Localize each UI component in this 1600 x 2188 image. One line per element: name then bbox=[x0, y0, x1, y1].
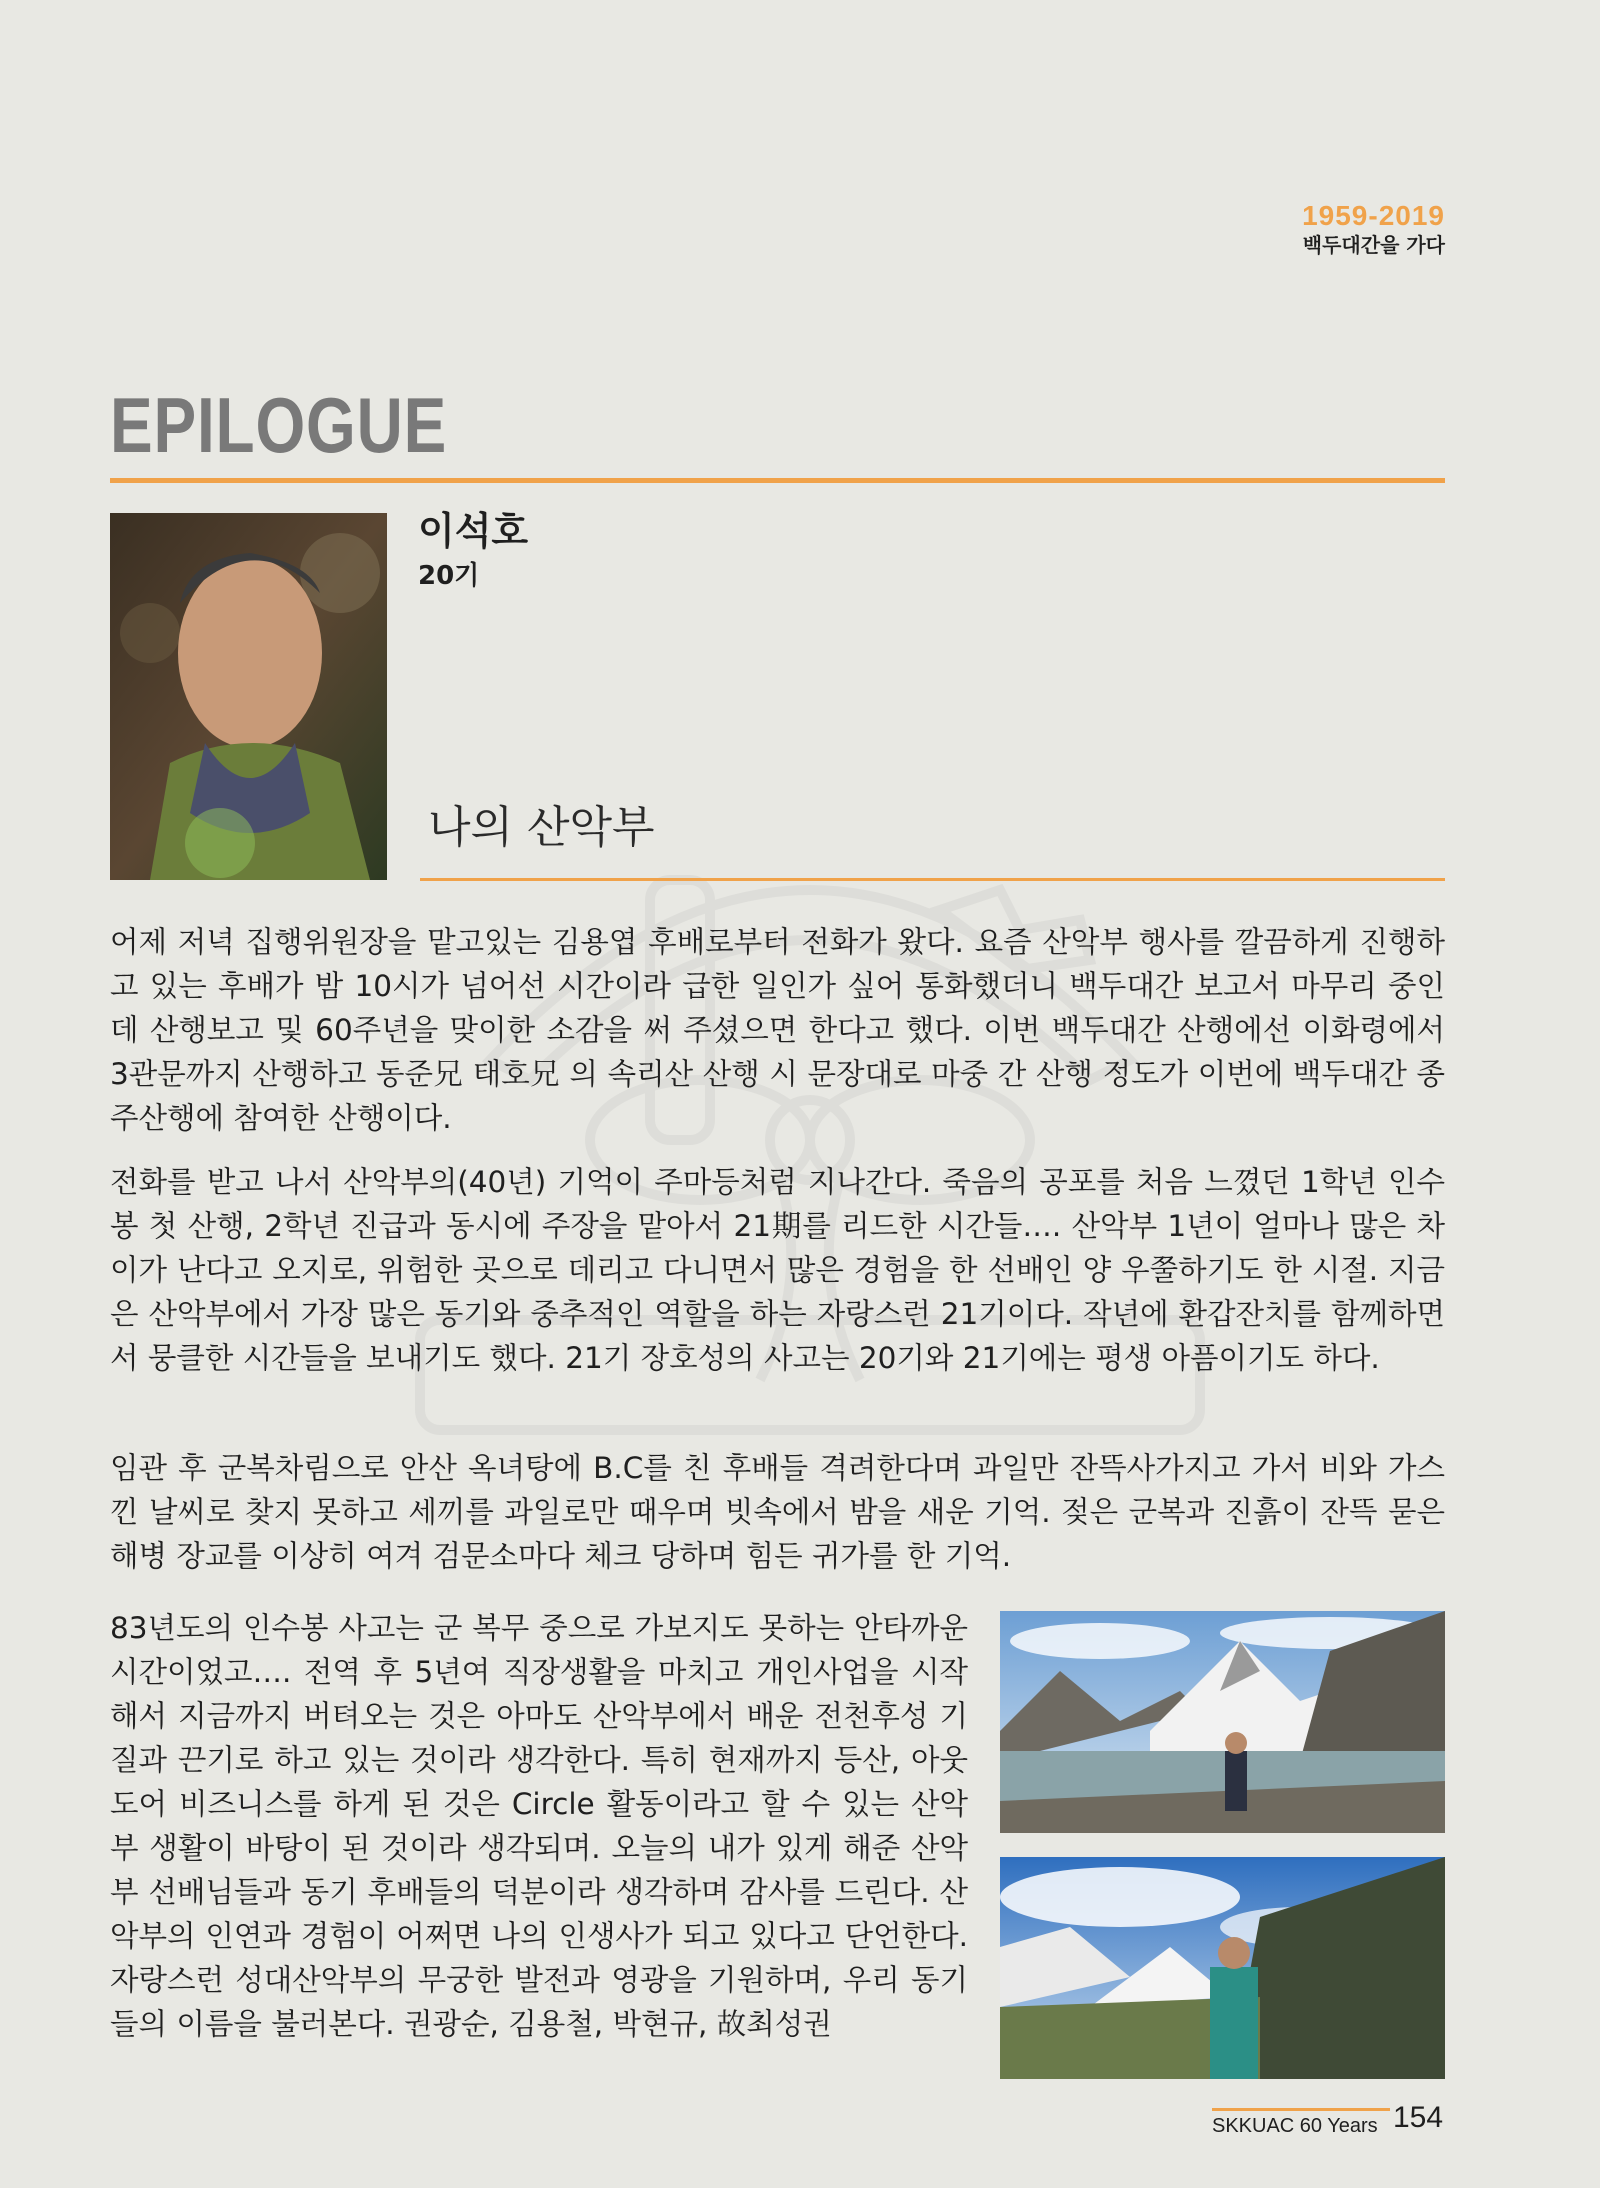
footer-rule bbox=[1212, 2108, 1390, 2111]
section-divider bbox=[110, 478, 1445, 483]
paragraph-3: 임관 후 군복차림으로 안산 옥녀탕에 B.C를 친 후배들 격려한다며 과일만 잔뜩사가지고 가서 비와 가스낀 날씨로 찾지 못하고 세끼를 과일로만 때우며 빗속에서 밤을 새운 기억. 젖은 군복과 진흙이 잔뜩 묻은 해병 장교를 이상히 여겨 검문소마다 체크 당하며 힘든 귀가를 한 기억. bbox=[110, 1451, 1445, 1573]
article-title: 나의 산악부 bbox=[428, 802, 655, 853]
page-number: 154 bbox=[1393, 2101, 1444, 2134]
paragraph-4: 83년도의 인수봉 사고는 군 복무 중으로 가보지도 못하는 안타까운 시간이었고…. 전역 후 5년여 직장생활을 마치고 개인사업을 시작해서 지금까지 버텨오는 것은 아마도 산악부에서 배운 전천후성 기질과 끈기로 하고 있는 것이라 생각한다. 특히 현재까지 등산, 아웃도어 비즈니스를 하게 된 것은 Circle 활동이라고 할 수 있는 산악부 생활이 바탕이 된 것이라 생각되며. 오늘의 내가 있게 해준 산악부 선배님들과 동기 후배들의 덕분이라 생각하며 감사를 드린다. 산악부의 인연과 경험이 어쩌면 나의 인생사가 되고 있다고 단언한다. 자랑스런 성대산악부의 무궁한 발전과 영광을 기원하며, 우리 동기들의 이름을 불러본다. 권광순, 김용철, 박현규, 故최성권 bbox=[110, 1611, 968, 2041]
title-underline bbox=[420, 878, 1445, 881]
mountain-lake-photo-1 bbox=[1000, 1611, 1445, 1833]
mountain-valley-photo-2 bbox=[1000, 1857, 1445, 2079]
paragraph-1: 어제 저녁 집행위원장을 맡고있는 김용엽 후배로부터 전화가 왔다. 요즘 산악부 행사를 깔끔하게 진행하고 있는 후배가 밤 10시가 넘어선 시간이라 급한 일인가 싶어 통화했더니 백두대간 보고서 마무리 중인데 산행보고 및 60주년을 맞이한 소감을 써 주셨으면 한다고 했다. 이번 백두대간 산행에선 이화령에서 3관문까지 산행하고 동준兄 태호兄 의 속리산 산행 시 문장대로 마중 간 산행 정도가 이번에 백두대간 종주산행에 참여한 산행이다. bbox=[110, 925, 1445, 1135]
paragraph-2: 전화를 받고 나서 산악부의(40년) 기억이 주마등처럼 지나간다. 죽음의 공포를 처음 느꼈던 1학년 인수봉 첫 산행, 2학년 진급과 동시에 주장을 맡아서 21期를 리드한 시간들…. 산악부 1년이 얼마나 많은 차이가 난다고 오지로, 위험한 곳으로 데리고 다니면서 많은 경험을 한 선배인 양 우쭐하기도 한 시절. 지금은 산악부에서 가장 많은 동기와 중추적인 역할을 하는 자랑스런 21기이다. 작년에 환갑잔치를 함께하면서 뭉클한 시간들을 보내기도 했다. 21기 장호성의 사고는 20기와 21기에는 평생 아픔이기도 하다. bbox=[110, 1165, 1445, 1375]
section-title: EPILOGUE bbox=[110, 381, 448, 469]
author-name: 이석호 bbox=[418, 509, 529, 553]
footer-label: SKKUAC 60 Years bbox=[1212, 2115, 1378, 2137]
author-generation: 20기 bbox=[418, 561, 480, 591]
header-subtitle: 백두대간을 가다 bbox=[1302, 233, 1445, 257]
running-header bbox=[1302, 200, 1445, 258]
author-portrait-photo bbox=[110, 513, 387, 880]
header-years: 1959-2019 bbox=[1302, 200, 1445, 231]
